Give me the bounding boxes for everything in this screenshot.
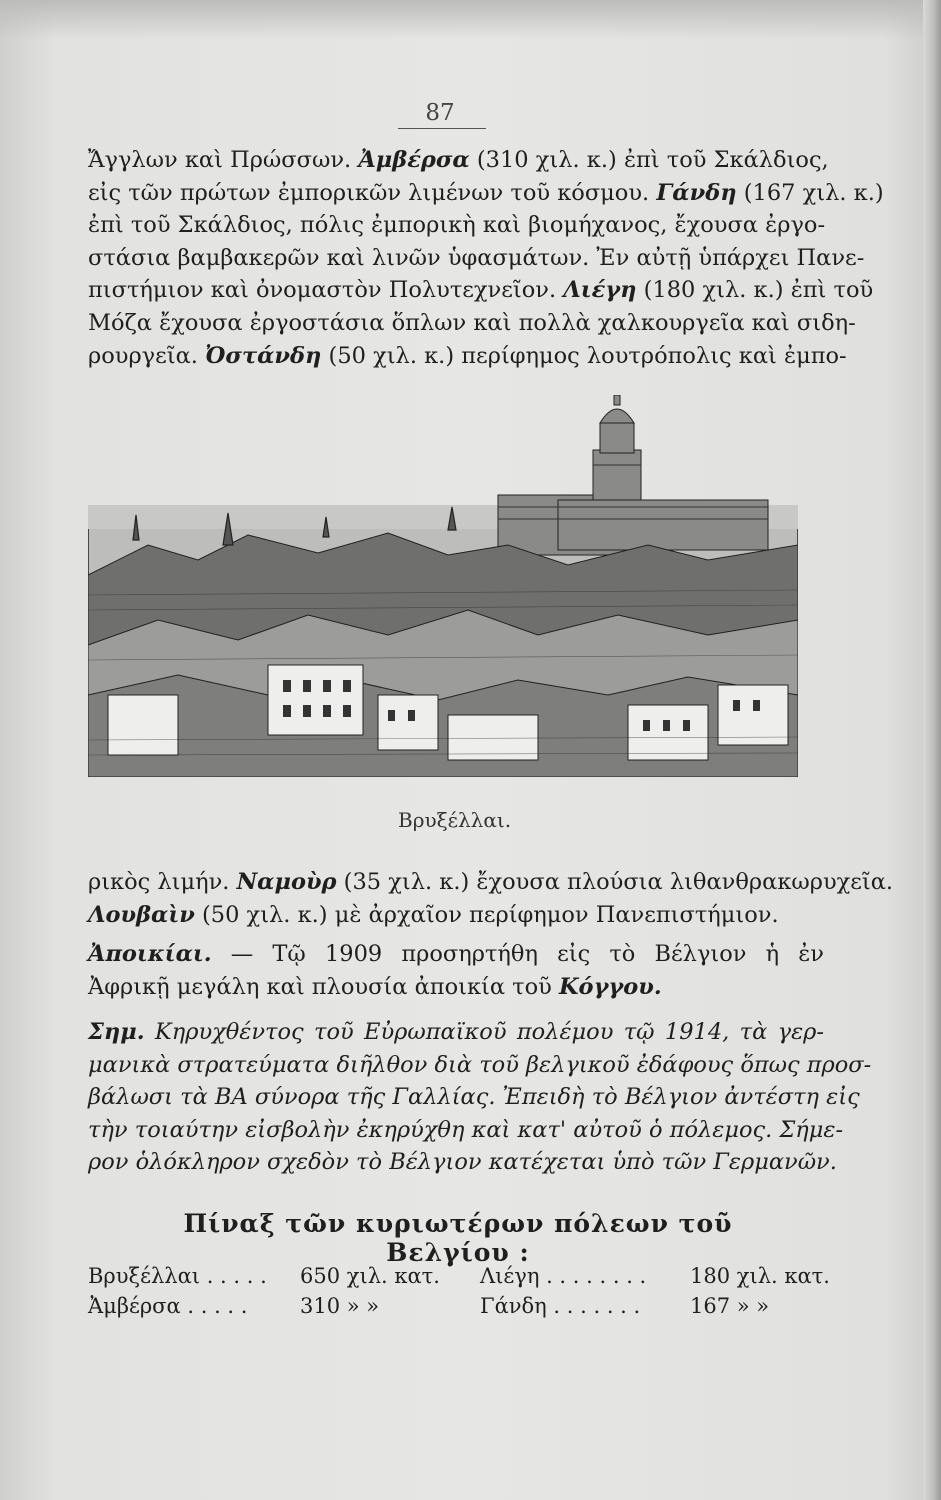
text-line: [88, 866, 894, 899]
text-run: ρον ὁλόκληρον σχεδὸν τὸ Βέλγιον κατέχεται ὑπὸ τῶν Γερμανῶν.: [88, 1149, 837, 1176]
text-run: — Τῷ 1909 προσηρτήθη εἰς τὸ Βέλγιον ἡ ἐν: [211, 941, 824, 967]
emphasized-term: Σημ.: [88, 1019, 145, 1045]
brussels-engraving: [88, 395, 798, 777]
emphasized-term: Ἀποικίαι.: [88, 941, 212, 967]
text-line: [88, 1049, 872, 1082]
text-run: Ἀφρικῇ μεγάλη καὶ πλουσία ἀποικία τοῦ: [88, 973, 559, 1000]
city-name: Ἀμβέρσα . . . . .: [88, 1294, 248, 1318]
text-line: [88, 307, 856, 340]
text-line: [88, 1081, 860, 1114]
figure-caption: Βρυξέλλαι.: [398, 808, 512, 832]
text-run: στάσια βαμβακερῶν καὶ λινῶν ὑφασμάτων. Ἐν αὐτῇ ὑπάρχει Πανε-: [88, 244, 865, 271]
text-line: [88, 209, 824, 242]
table-row: [88, 1264, 830, 1294]
page-number: 87: [425, 100, 455, 126]
emphasized-term: Κόγγου.: [559, 973, 662, 1000]
page-top-shadow: [0, 0, 941, 40]
text-run: μανικὰ στρατεύματα διῆλθον διὰ τοῦ βελγικοῦ ἐδάφους ὅπως προσ-: [88, 1051, 872, 1078]
text-line: [88, 177, 884, 210]
emphasized-term: Λιέγη: [563, 277, 637, 304]
emphasized-term: Λουβαὶν: [88, 901, 195, 928]
city-population: 650 χιλ. κατ.: [300, 1264, 440, 1288]
table-title: Πίναξ τῶν κυριωτέρων πόλεων τοῦ Βελγίου :: [183, 1209, 733, 1267]
text-run: (310 χιλ. κ.) ἐπὶ τοῦ Σκάλδιος,: [469, 147, 829, 173]
text-line: [88, 144, 829, 177]
city-population: 167 » »: [690, 1294, 770, 1318]
text-line: [88, 899, 824, 932]
city-name: Γάνδη . . . . . . .: [480, 1294, 641, 1318]
paragraph-cities: [88, 144, 884, 372]
text-run: ρουργεῖα.: [88, 342, 206, 369]
text-line: [88, 1016, 824, 1049]
city-name: Λιέγη . . . . . . . .: [480, 1264, 647, 1288]
text-run: Κηρυχθέντος τοῦ Εὐρωπαϊκοῦ πολέμου τῷ 1914, τὰ γερ-: [144, 1019, 824, 1045]
emphasized-term: Ἀμβέρσα: [358, 147, 470, 173]
text-line: [88, 971, 824, 1004]
text-line: [88, 242, 865, 275]
emphasized-term: Ναμοὺρ: [236, 869, 337, 895]
page-edge: [923, 0, 941, 1500]
text-run: ἐπὶ τοῦ Σκάλδιος, πόλις ἐμπορικὴ καὶ βιομήχανος, ἔχουσα ἐργο-: [88, 212, 826, 239]
text-run: τὴν τοιαύτην εἰσβολὴν ἐκηρύχθη καὶ κατ' αὐτοῦ ὁ πόλεμος. Σήμε-: [88, 1116, 844, 1143]
text-line: [88, 1114, 844, 1147]
table-row: [88, 1294, 818, 1324]
city-name: Βρυξέλλαι . . . . .: [88, 1264, 267, 1288]
text-run: (35 χιλ. κ.) ἔχουσα πλούσια λιθανθρακωρυχεῖα.: [336, 869, 894, 895]
city-population: 180 χιλ. κατ.: [690, 1264, 830, 1288]
emphasized-term: Ὀστάνδη: [205, 342, 322, 369]
text-line: [88, 1146, 837, 1179]
text-run: βάλωσι τὰ ΒΑ σύνορα τῆς Γαλλίας. Ἐπειδὴ τὸ Βέλγιον ἀντέστη εἰς: [88, 1084, 860, 1111]
paragraph-namur-louvain: [88, 866, 894, 931]
text-line: [88, 938, 824, 971]
paragraph-colonies: [88, 938, 824, 1003]
text-run: πιστήμιον καὶ ὀνομαστὸν Πολυτεχνεῖον.: [88, 277, 564, 304]
text-run: Ἄγγλων καὶ Πρώσσων.: [88, 147, 359, 173]
emphasized-term: Γάνδη: [656, 179, 737, 206]
paragraph-note: [88, 1016, 872, 1179]
text-run: (167 χιλ. κ.): [736, 179, 884, 206]
text-run: Μόζα ἔχουσα ἐργοστάσια ὅπλων καὶ πολλὰ χαλκουργεῖα καὶ σιδη-: [88, 309, 856, 336]
text-run: ρικὸς λιμήν.: [88, 869, 237, 895]
text-line: [88, 340, 847, 373]
text-run: (50 χιλ. κ.) μὲ ἀρχαῖον περίφημον Πανεπιστήμιον.: [194, 901, 779, 928]
text-run: (50 χιλ. κ.) περίφημος λουτρόπολις καὶ ἐμπο-: [321, 342, 847, 369]
text-run: (180 χιλ. κ.) ἐπὶ τοῦ: [636, 277, 874, 304]
text-run: εἰς τῶν πρώτων ἐμπορικῶν λιμένων τοῦ κόσμου.: [88, 179, 657, 206]
text-line: [88, 274, 874, 307]
page-number-rule: [398, 128, 486, 129]
city-population: 310 » »: [300, 1294, 380, 1318]
